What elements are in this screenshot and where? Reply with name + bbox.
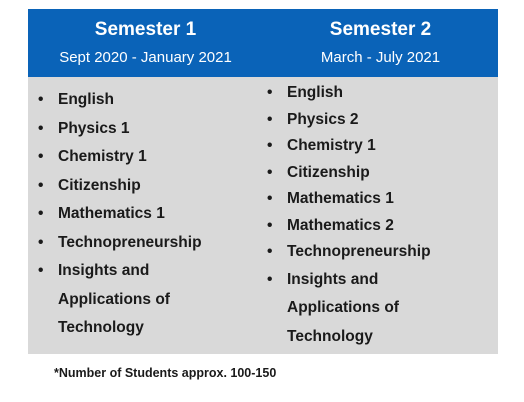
- course-name: Citizenship: [287, 163, 370, 181]
- course-name: Technopreneurship: [58, 233, 202, 251]
- semester-1-dates: Sept 2020 - January 2021: [59, 49, 232, 66]
- bullet-icon: •: [38, 262, 44, 279]
- course-name: Technopreneurship: [287, 243, 431, 260]
- semester-1-title: Semester 1: [94, 19, 197, 40]
- semester-2-header: [263, 9, 498, 77]
- course-name: Chemistry 1: [58, 148, 147, 165]
- list-item: [38, 257, 202, 286]
- semester-2-title: Semester 2: [329, 19, 432, 40]
- course-name: Applications of: [58, 290, 170, 308]
- bullet-icon: •: [38, 176, 44, 194]
- list-item: [38, 172, 202, 201]
- list-item: [38, 200, 202, 229]
- bullet-icon: •: [38, 91, 44, 108]
- bullet-icon: •: [267, 216, 273, 234]
- bullet-icon: •: [38, 233, 44, 251]
- table-header: [28, 9, 498, 77]
- list-item: [38, 143, 202, 172]
- list-item: [267, 239, 431, 266]
- semester-2-dates: March - July 2021: [320, 49, 441, 66]
- course-name: Mathematics 1: [287, 190, 394, 207]
- bullet-icon: •: [267, 137, 273, 154]
- list-item-continuation: [38, 314, 202, 343]
- bullet-icon: •: [267, 84, 273, 101]
- bullet-icon: •: [267, 110, 273, 128]
- bullet-icon: •: [267, 163, 273, 181]
- course-name: Insights and: [287, 270, 379, 288]
- course-name: English: [287, 84, 343, 101]
- list-item: [38, 229, 202, 258]
- bullet-icon: •: [38, 205, 44, 222]
- list-item: [267, 160, 431, 187]
- course-name: Physics 2: [287, 110, 359, 128]
- list-item: [267, 266, 431, 295]
- list-item: [267, 80, 431, 107]
- course-name: Chemistry 1: [287, 137, 376, 154]
- course-name: Applications of: [287, 299, 399, 316]
- list-item: [267, 213, 431, 240]
- course-name: English: [58, 91, 114, 108]
- course-name: Insights and: [58, 262, 150, 279]
- semester-2-course-list: [267, 80, 431, 351]
- list-item-continuation: [38, 286, 202, 315]
- list-item: [38, 115, 202, 144]
- footnote: *Number of Students approx. 100-150: [54, 366, 277, 380]
- list-item: [38, 86, 202, 115]
- bullet-icon: •: [38, 119, 44, 137]
- course-name: Mathematics 2: [287, 216, 394, 234]
- list-item-continuation: [267, 323, 431, 352]
- list-item: [267, 186, 431, 213]
- list-item: [267, 107, 431, 134]
- list-item: [267, 133, 431, 160]
- bullet-icon: •: [267, 190, 273, 207]
- bullet-icon: •: [267, 270, 273, 288]
- course-name: Citizenship: [58, 176, 141, 194]
- course-name: Technology: [58, 319, 144, 336]
- bullet-icon: •: [38, 148, 44, 165]
- semester-1-header: [28, 9, 263, 77]
- bullet-icon: •: [267, 243, 273, 260]
- course-name: Physics 1: [58, 119, 130, 137]
- course-name: Technology: [287, 327, 373, 345]
- semester-1-course-list: [38, 86, 202, 343]
- list-item-continuation: [267, 294, 431, 323]
- course-name: Mathematics 1: [58, 205, 165, 222]
